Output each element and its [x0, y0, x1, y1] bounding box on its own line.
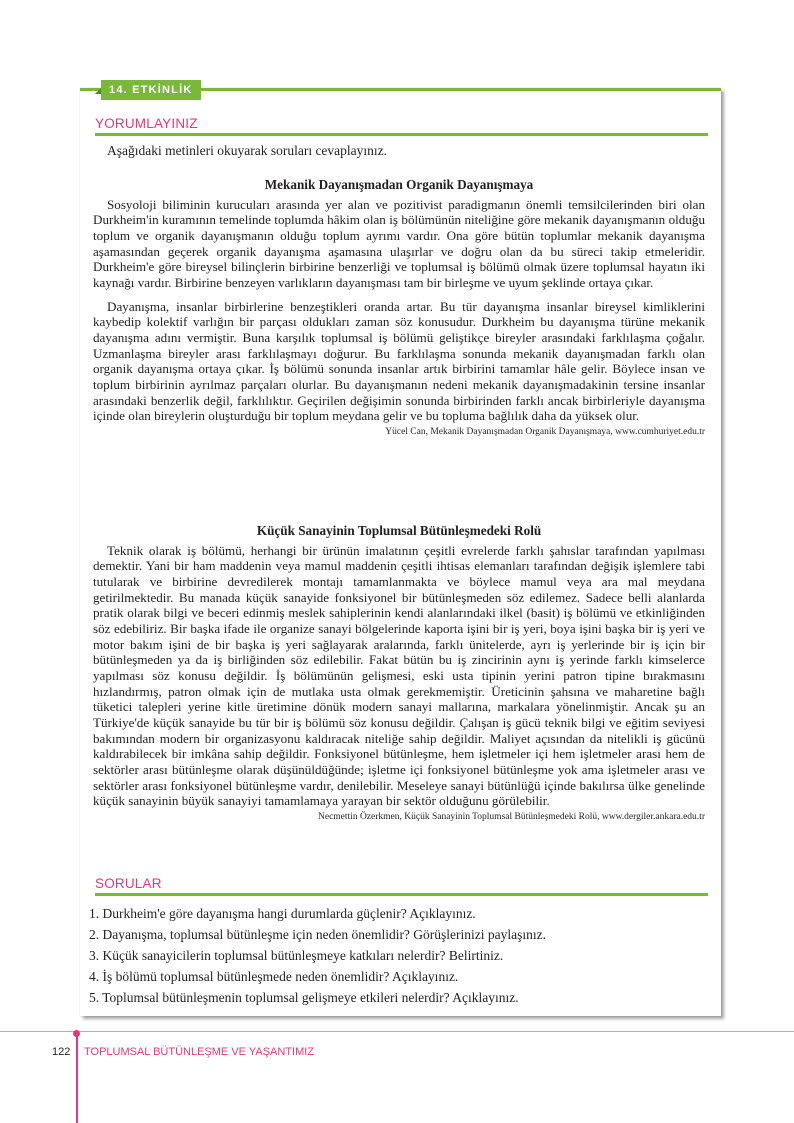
article-2-source: Necmettin Özerkmen, Küçük Sanayinin Toplumsal Bütünleşmedeki Rolü, www.dergiler.ankara.edu.tr — [318, 811, 705, 822]
article-1 — [93, 177, 705, 438]
article-2-title: Küçük Sanayinin Toplumsal Bütünleşmedeki Rolü — [256, 523, 542, 538]
question-3: 3. Küçük sanayicilerin toplumsal bütünleşmeye katkıları nelerdir? Belirtiniz. — [89, 948, 504, 963]
article-2 — [93, 523, 705, 823]
article-1-source: Yücel Can, Mekanik Dayanışmadan Organik Dayanışmaya, www.cumhuriyet.edu.tr — [385, 426, 705, 437]
instructions: Aşağıdaki metinleri okuyarak soruları cevaplayınız. — [107, 143, 388, 158]
article-1-paragraph-2: Dayanışma, insanlar birbirlerine benzeştikleri oranda artar. Bu tür dayanışma insanlar bireysel kimliklerini kaybedip kolektif varlığın bir parçası oldukları zaman söz konusudur. Durkheim bu dayanışma türüne mekanik dayanışma adını vermiştir. Buna karşılık toplumsal iş bölümü geliştikçe bireyler arasındaki farklılaşma çoğalır. Uzmanlaşma bireyler arası farklılaşmayı doğurur. Bu farklılaşma sonunda mekanik dayanışmadan farklı olan organik dayanışma ortaya çıkar. İş bölümü sonunda insanlar artık birbirini tamamlar hâle gelir. Böylece insan ve toplum birbirinin ayrılmaz parçaları olurlar. Bu dayanışmanın nedeni mekanik dayanışmadakinin tersine insanlar arasındaki benzerlik değil, farklılıktır. Geçirilen değişimin sonunda birbirinden farklı ancak birbirleriyle dayanışma içinde olan bireylerin oluşturduğu bir toplum meydana gelir ve bu topluma bağlılık daha da yüksek olur. — [93, 298, 705, 424]
question-5: 5. Toplumsal bütünleşmenin toplumsal gelişmeye etkileri nelerdir? Açıklayınız. — [89, 990, 519, 1005]
activity-type-heading: YORUMLAYINIZ — [95, 116, 198, 131]
heading-rule — [95, 133, 708, 136]
article-2-paragraph-1: Teknik olarak iş bölümü, herhangi bir ürünün imalatının çeşitli evrelerde farklı şahıslar tarafından yapılması demektir. Yani bir ham maddenin veya mamul maddenin çeşitli ihtisas elemanları tarafından değişik işlemlere tabi tutularak ve birbirine devredilerek montajı tamamlanmakta ve böylece mamul veya ara mal meydana getirilmektedir. Bu manada küçük sanayide fonksiyonel bir bütünleşmeden söz edilemez. Sadece belli alanlarda pratik olarak bilgi ve beceri edinmiş meslek sahiplerinin kendi alanlarındaki ilkel (basit) iş bölümü ve etkinliğinden söz edebiliriz. Bir başka ifade ile organize sanayi bölgelerinde kaporta işini bir iş yeri, boya işini başka bir iş yeri ve motor bakım işini de bir başka iş yeri sağlayarak aralarında, farklı ünitelerde, ayrı iş yerlerinde bir iş için bir bütünleşmeden ya da iş birliğinden söz edilebilir. Fakat bütün bu iş zincirinin aynı iş yerinde farklı kimselerce yapılması söz konusu değildir. İş bölümünün gelişmesi, eski usta tipinin yerini patron tipine bırakmasını hızlandırmış, patron olmak için de mutlaka usta olmak gerekmemiştir. Üreticinin şahsına ve maharetine bağlı tüketici talepleri yerine kitle üretimine dönük modern sanayi mallarına, markalara yönelinmiştir. Ancak şu an Türkiye'de küçük sanayide bu tür bir iş bölümü söz konusu değildir. Çalışan iş gücü teknik bilgi ve eğitim seviyesi bakımından modern bir organizasyonu kaldıracak niteliğe sahip değildir. Maliyet açısından da nitelikli iş gücünü kaldırabilecek bir imkâna sahip değildir. Fonksiyonel bütünleşme, hem işletmeler içi hem işletmeler arası hem de sektörler arası bütünleşme olarak düşünüldüğünde; işletme içi fonksiyonel bütünleşme yok ama işletmeler arası ve sektörler arası fonksiyonel bütünleşme vardır, denilebilir. Meseleye sanayi bütünlüğü içinde bakılırsa ülke genelinde küçük sanayinin büyük sanayiyi tamamlamaya yarayan bir sektör olduğunu görülebilir. — [93, 542, 705, 809]
article-1-title: Mekanik Dayanışmadan Organik Dayanışmaya — [264, 177, 534, 192]
questions-rule — [95, 893, 708, 896]
question-2: 2. Dayanışma, toplumsal bütünleşme için neden önemlidir? Görüşlerinizi paylaşınız. — [89, 927, 547, 942]
questions-heading: SORULAR — [95, 876, 162, 891]
question-list — [89, 903, 699, 1008]
footer-marker-dot — [73, 1030, 80, 1037]
unit-title: TOPLUMSAL BÜTÜNLEŞME VE YAŞANTIMIZ — [84, 1046, 315, 1058]
page-number: 122 — [52, 1046, 71, 1058]
article-1-paragraph-1: Sosyoloji biliminin kurucuları arasında yer alan ve pozitivist paradigmanın önemli temsilcilerinden biri olan Durkheim'in kuramının temelinde toplumda hâkim olan iş bölümünün niteliğine göre mekanik dayanışmanın olduğu toplum ve organik dayanışmanın olduğu toplum ayrımı vardır. Ona göre bütün toplumlar mekanik dayanışma aşamasından geçerek organik dayanışma aşamasına ulaşırlar ve doğru olan da bu süreci takip etmeleridir. Durkheim'e göre bireysel bilinçlerin birbirine benzerliği ve toplumsal iş bölümü olmak üzere toplumsal hayatın iki kaynağı vardır. Birbirine benzeyen varlıkların dayanışması tam bir birleşme ve uyum şeklinde ortaya çıkar. — [93, 196, 705, 290]
question-4: 4. İş bölümü toplumsal bütünleşmede neden önemlidir? Açıklayınız. — [89, 969, 459, 984]
question-1: 1. Durkheim'e göre dayanışma hangi durumlarda güçlenir? Açıklayınız. — [89, 906, 476, 921]
footer-rule — [0, 1031, 794, 1032]
activity-badge: 14. ETKİNLİK — [101, 80, 201, 100]
footer-marker-line — [76, 1034, 78, 1123]
